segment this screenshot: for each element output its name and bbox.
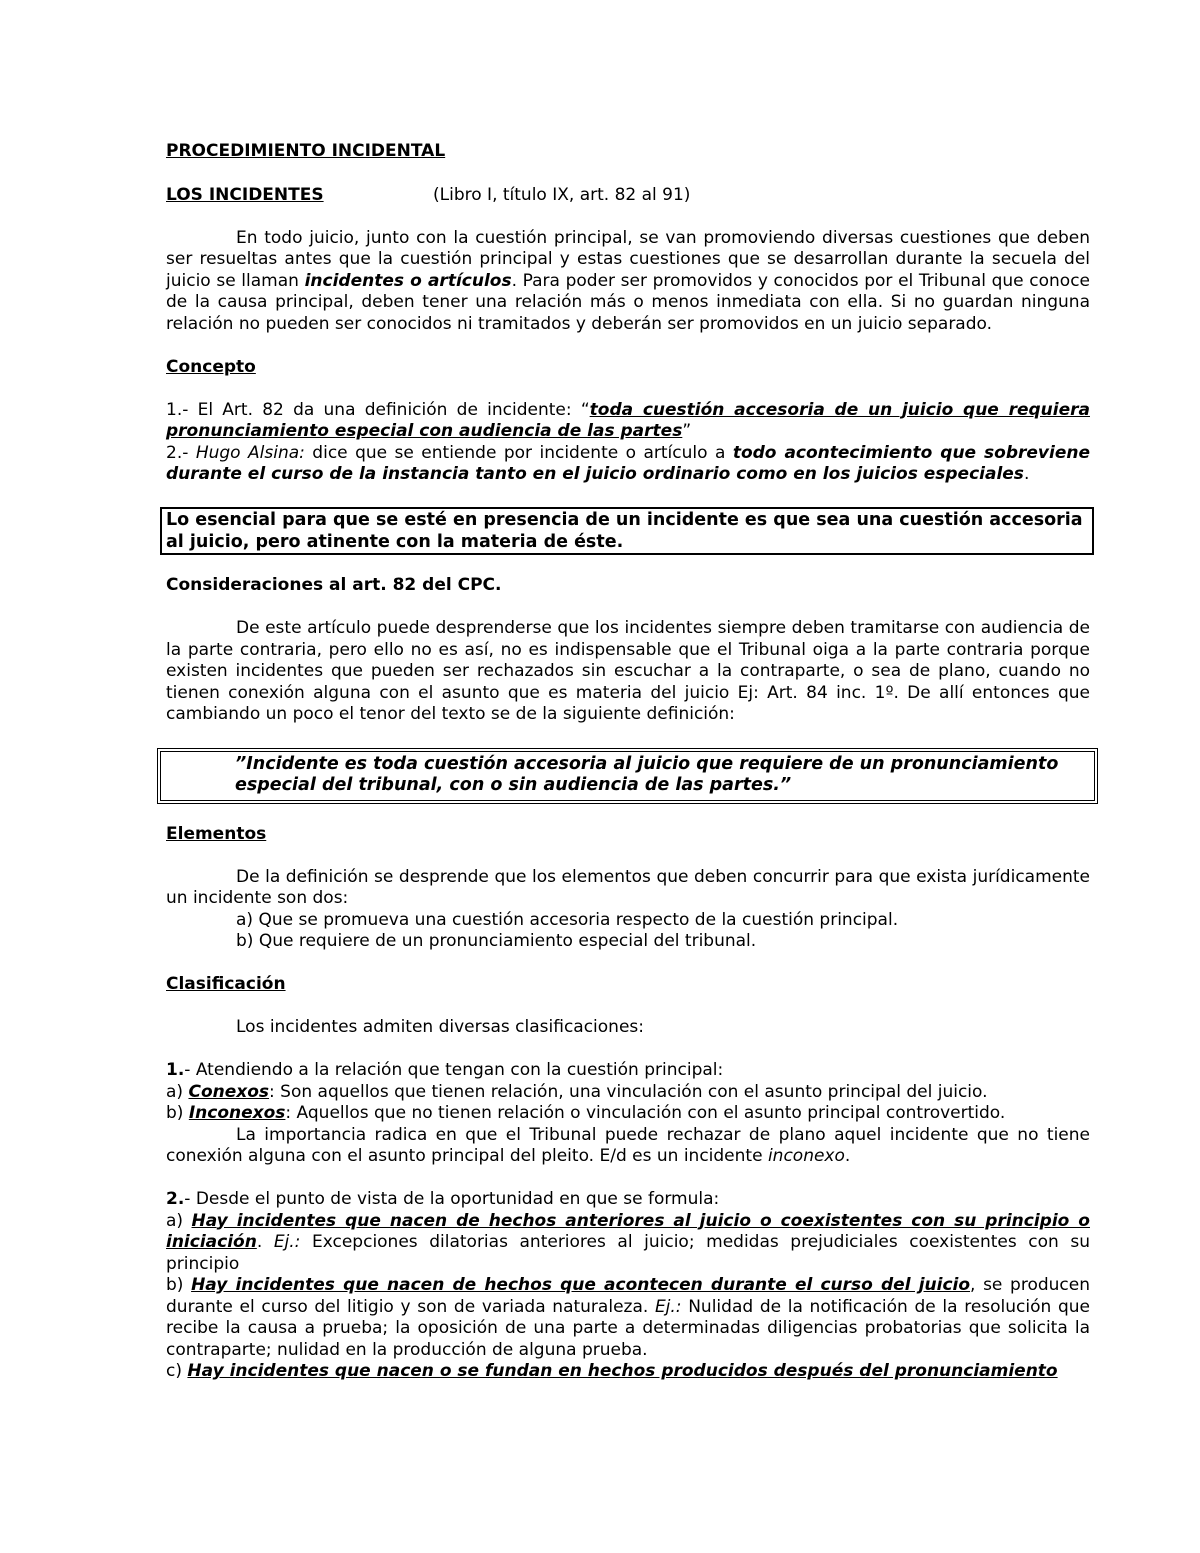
clasificacion-2 [166,1189,1090,1211]
clasificacion-intro: Los incidentes admiten diversas clasificaciones: [236,1017,644,1037]
intro-term: incidentes o artículos [304,270,512,291]
intro-text-a: En todo juicio, junto con la cuestión principal, se van promoviendo diversas cuestiones que deben ser resueltas antes que la cuestión principal y estas cuestiones que se desarrollan durante la secuela del juicio se llaman [166,227,1090,291]
clasificacion-2a [166,1211,1090,1276]
consideraciones-heading: Consideraciones al art. 82 del CPC. [166,575,502,595]
clasificacion-1b-term: Inconexos [188,1103,286,1123]
clasificacion-1b-label: b) [166,1103,189,1123]
clasificacion-2b-term: Hay incidentes que nacen de hechos que acontecen durante el curso del juicio [191,1275,971,1295]
concepto-item-1-text: 1.- El Art. 82 da una definición de incidente: “ [166,399,590,420]
clasificacion-1 [166,1060,1090,1082]
clasificacion-1-number: 1. [166,1060,185,1080]
clasificacion-1-note-close: . [844,1146,851,1166]
clasificacion-2a-text: Excepciones dilatorias anteriores al juicio; medidas prejudiciales coexistentes con su principio [166,1232,1090,1274]
concepto-item-2-number: 2.- [166,442,196,463]
clasificacion-1a-text: : Son aquellos que tienen relación, una vinculación con el asunto principal del juicio. [269,1081,988,1102]
clasificacion-1a-term: Conexos [188,1081,270,1102]
document-title: PROCEDIMIENTO INCIDENTAL [166,141,446,161]
clasificacion-2b [166,1275,1090,1361]
clasificacion-2a-term: Hay incidentes que nacen de hechos anteriores al juicio o coexistentes con su principio o iniciación [166,1210,1090,1252]
concepto-item-2-text: dice que se entiende por incidente o artículo a [304,442,733,463]
concepto-item-1-definition: toda cuestión accesoria de un juicio que requiera pronunciamiento especial con audiencia de las partes [166,399,1090,441]
clasificacion-2c-label: c) [166,1361,188,1381]
clasificacion-2a-ej: Ej.: [273,1232,301,1252]
essential-note-box: Lo esencial para que se esté en presencia de un incidente es que sea una cuestión accesoria al juicio, pero atinente con la materia de éste. [160,507,1094,555]
clasificacion-1b [166,1103,1090,1125]
elementos-paragraph: De la definición se desprende que los elementos que deben concurrir para que exista jurídicamente un incidente son dos: [166,866,1090,908]
clasificacion-1-note [166,1125,1090,1168]
clasificacion-2c [166,1361,1090,1383]
elementos-item-a: a) Que se promueva una cuestión accesoria respecto de la cuestión principal. [236,909,899,930]
section-reference: (Libro I, título IX, art. 82 al 91) [433,184,691,205]
clasificacion-2b-label: b) [166,1275,192,1295]
clasificacion-2b-text: , se producen durante el curso del litigio y son de variada naturaleza. [166,1275,1090,1317]
document-body [166,141,1090,1383]
section-heading-incidentes: LOS INCIDENTES [166,184,324,205]
definition-box: ”Incidente es toda cuestión accesoria al juicio que requiere de un pronunciamiento especial del tribunal, con o sin audiencia de las partes.” [157,748,1098,804]
section-heading-row [166,185,1090,207]
clasificacion-2b-ej: Ej.: [654,1296,682,1317]
clasificacion-2a-label: a) [166,1210,192,1231]
concepto-item-2 [166,443,1090,486]
consideraciones-paragraph: De este artículo puede desprenderse que los incidentes siempre deben tramitarse con audiencia de la parte contraria, pero ello no es así, no es indispensable que el Tribunal oiga a la parte contraria porque existen incidentes que pueden ser rechazados sin escuchar a la contraparte, o sea de plano, cuando no tienen conexión alguna con el asunto que es materia del juicio Ej: Art. 84 inc. 1º. De allí entonces que cambiando un poco el tenor del texto se de la siguiente definición: [166,618,1090,724]
clasificacion-1-note-text: La importancia radica en que el Tribunal puede rechazar de plano aquel incidente que no tiene conexión alguna con el asunto principal del pleito. E/d es un incidente [166,1124,1090,1166]
concepto-item-2-author: Hugo Alsina: [195,442,305,463]
clasificacion-2c-term: Hay incidentes que nacen o se fundan en hechos producidos después del pronunciamiento [187,1361,1058,1381]
concepto-item-1 [166,400,1090,443]
concepto-item-2-close: . [1023,464,1030,484]
clasificacion-1a [166,1082,1090,1104]
clasificacion-heading: Clasificación [166,974,286,994]
intro-text-b: . Para poder ser promovidos y conocidos por el Tribunal que conoce de la causa principal, deben tener una relación más o menos inmediata con ella. Si no guardan ninguna relación no pueden ser conocidos ni tramitados y deberán ser promovidos en un juicio separado. [166,270,1091,334]
concepto-heading: Concepto [166,356,256,377]
clasificacion-1b-text: : Aquellos que no tienen relación o vinculación con el asunto principal controvertido. [285,1103,1006,1123]
clasificacion-2-text: - Desde el punto de vista de la oportunidad en que se formula: [184,1189,720,1209]
clasificacion-1a-label: a) [166,1081,189,1102]
concepto-item-2-definition: todo acontecimiento que sobreviene durante el curso de la instancia tanto en el juicio ordinario como en los juicios especiales [166,442,1090,484]
clasificacion-2-number: 2. [166,1189,185,1209]
clasificacion-2a-sep: . [256,1232,274,1252]
elementos-item-b: b) Que requiere de un pronunciamiento especial del tribunal. [236,931,757,951]
intro-paragraph [166,228,1090,336]
elementos-heading: Elementos [166,823,267,844]
clasificacion-1-note-term: inconexo [767,1146,845,1166]
clasificacion-1-text: - Atendiendo a la relación que tengan con la cuestión principal: [184,1060,724,1080]
concepto-item-1-close: ” [682,421,692,441]
clasificacion-2b-text-2: Nulidad de la notificación de la resolución que recibe la causa a prueba; la oposición de una parte a determinadas diligencias probatorias que solicita la contraparte; nulidad en la producción de alguna prueba. [166,1296,1090,1360]
